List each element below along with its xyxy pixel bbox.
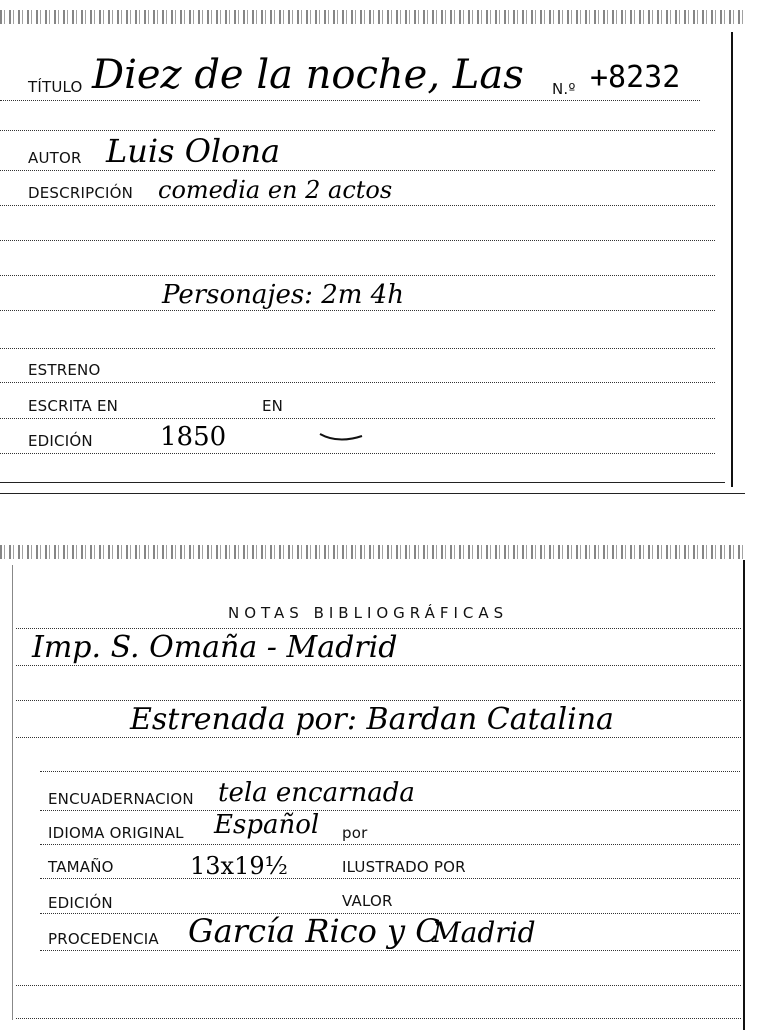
idioma-value: Español: [214, 810, 320, 840]
torn-edge: [0, 545, 745, 559]
titulo-label: TÍTULO: [28, 78, 83, 96]
escrita-en-label: ESCRITA EN: [28, 397, 119, 415]
rule-line: [40, 771, 740, 772]
rule-line: [0, 170, 715, 171]
notas-title: NOTAS BIBLIOGRÁFICAS: [228, 604, 509, 622]
pen-stroke-mark: [318, 428, 366, 444]
rule-line: [0, 382, 715, 383]
rule-line: [40, 878, 740, 879]
edicion-label: EDICIÓN: [28, 432, 93, 450]
nota-1: Imp. S. Omaña - Madrid: [32, 630, 398, 665]
rule-line: [0, 240, 715, 241]
tamano-label: TAMAÑO: [48, 858, 114, 876]
procedencia-label: PROCEDENCIA: [48, 930, 159, 948]
autor-label: AUTOR: [28, 149, 82, 167]
rule-line: [0, 418, 715, 419]
card-bottom-edge: [0, 493, 745, 494]
rule-line: [0, 453, 715, 454]
rule-line: [16, 1018, 741, 1019]
autor-value: Luis Olona: [106, 132, 281, 170]
rule-line: [0, 348, 715, 349]
estreno-label: ESTRENO: [28, 361, 101, 379]
edicion-value: 1850: [160, 422, 227, 452]
personajes-value: Personajes: 2m 4h: [162, 280, 404, 310]
rule-line: [0, 130, 715, 131]
card-right-border: [731, 32, 733, 487]
rule-line: [16, 665, 741, 666]
numero-label: N.º: [552, 80, 576, 98]
ilustrado-label: ILUSTRADO POR: [342, 858, 466, 876]
rule-line: [40, 844, 740, 845]
rule-line: [16, 628, 741, 629]
encuadernacion-value: tela encarnada: [218, 778, 415, 808]
catalog-card-top: [0, 0, 759, 495]
encuadernacion-label: ENCUADERNACION: [48, 790, 194, 808]
rule-line: [0, 310, 715, 311]
rule-line: [0, 205, 715, 206]
rule-line: [16, 737, 741, 738]
descripcion-value: comedia en 2 actos: [158, 176, 393, 204]
rule-line: [0, 482, 725, 483]
rule-line: [40, 950, 740, 951]
descripcion-label: DESCRIPCIÓN: [28, 184, 134, 202]
numero-value: +8232: [590, 60, 681, 95]
valor-label: VALOR: [342, 892, 393, 910]
titulo-value: Diez de la noche, Las: [92, 52, 524, 98]
idioma-label: IDIOMA ORIGINAL: [48, 824, 184, 842]
rule-line: [0, 275, 715, 276]
rule-line: [0, 100, 700, 101]
card-right-border: [743, 560, 745, 1030]
card-left-border: [12, 565, 13, 1020]
torn-edge: [0, 10, 745, 24]
edicion-bottom-label: EDICIÓN: [48, 894, 113, 912]
por-label: por: [342, 824, 368, 842]
rule-line: [16, 700, 741, 701]
procedencia-city: Madrid: [432, 916, 536, 949]
en-label: EN: [262, 397, 284, 415]
rule-line: [40, 810, 740, 811]
tamano-value: 13x19½: [190, 852, 288, 880]
catalog-card-bottom: [0, 540, 759, 1028]
nota-2: Estrenada por: Bardan Catalina: [130, 702, 614, 737]
procedencia-value: García Rico y C: [188, 912, 440, 950]
rule-line: [16, 985, 741, 986]
